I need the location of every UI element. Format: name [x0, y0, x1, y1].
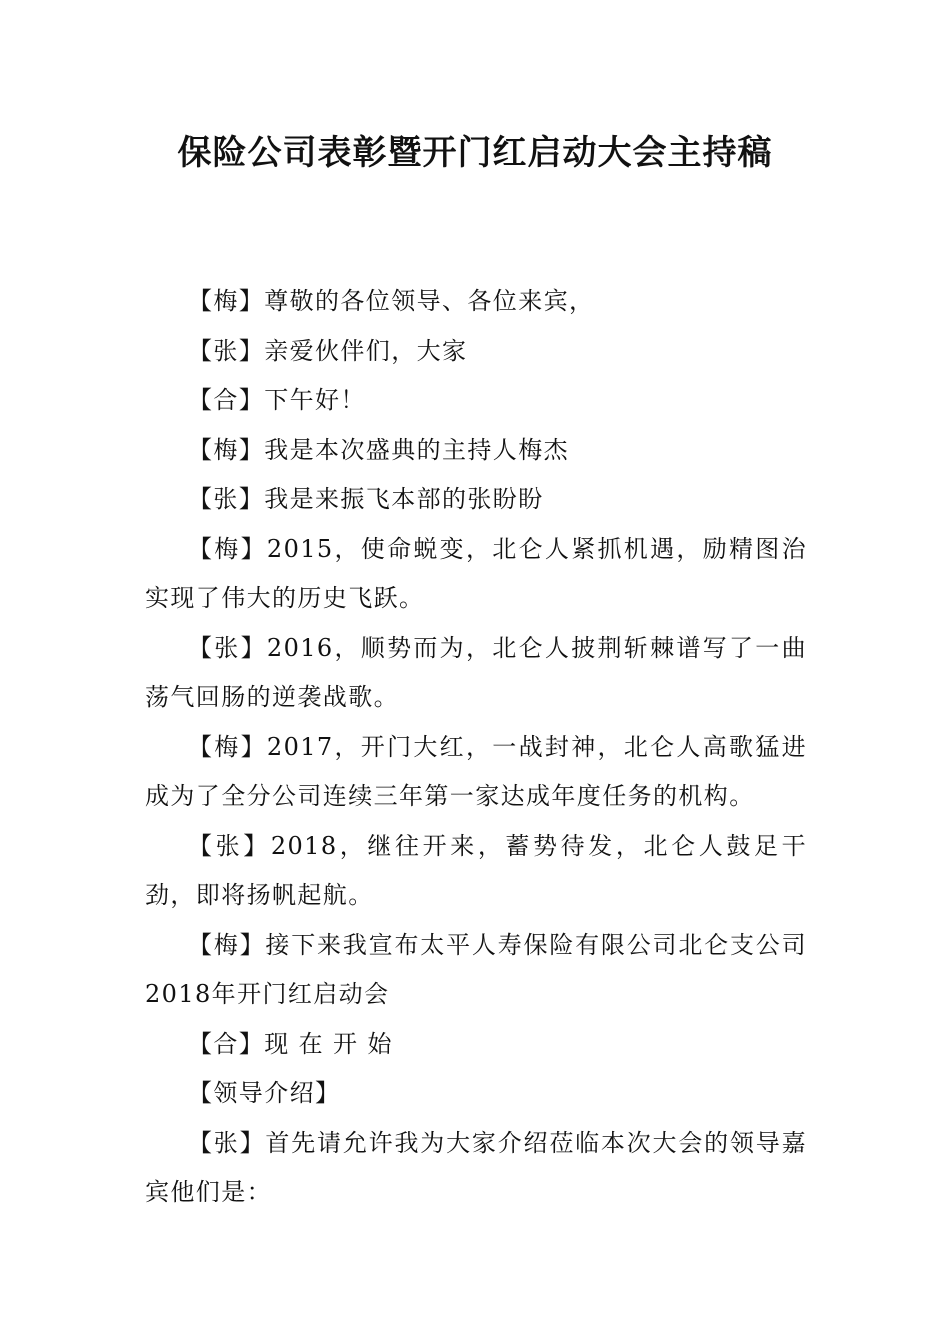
paragraph: 【张】首先请允许我为大家介绍莅临本次大会的领导嘉宾他们是：	[145, 1128, 807, 1206]
paragraph: 【梅】2017，开门大红，一战封神，北仑人高歌猛进成为了全分公司连续三年第一家达成年度任务的机构。	[145, 732, 807, 810]
document-title: 保险公司表彰暨开门红启动大会主持稿	[177, 133, 773, 173]
paragraph: 【梅】接下来我宣布太平人寿保险有限公司北仑支公司2018年开门红启动会	[145, 930, 807, 1008]
paragraph: 【张】2018，继往开来，蓄势待发，北仑人鼓足干劲，即将扬帆起航。	[145, 831, 807, 909]
section-heading: 【领导介绍】	[188, 1079, 341, 1107]
paragraph: 【梅】2015，使命蜕变，北仑人紧抓机遇，励精图治实现了伟大的历史飞跃。	[145, 534, 807, 612]
document-body	[145, 277, 807, 1218]
paragraph: 【合】现 在 开 始	[188, 1029, 393, 1058]
paragraph: 【合】下午好！	[188, 386, 366, 414]
paragraph: 【梅】我是本次盛典的主持人梅杰	[188, 435, 569, 464]
paragraph: 【梅】尊敬的各位领导、各位来宾，	[188, 287, 595, 315]
paragraph: 【张】亲爱伙伴们，大家	[188, 336, 468, 365]
paragraph: 【张】我是来振飞本部的张盼盼	[188, 485, 544, 513]
paragraph: 【张】2016，顺势而为，北仑人披荆斩棘谱写了一曲荡气回肠的逆袭战歌。	[145, 633, 807, 711]
